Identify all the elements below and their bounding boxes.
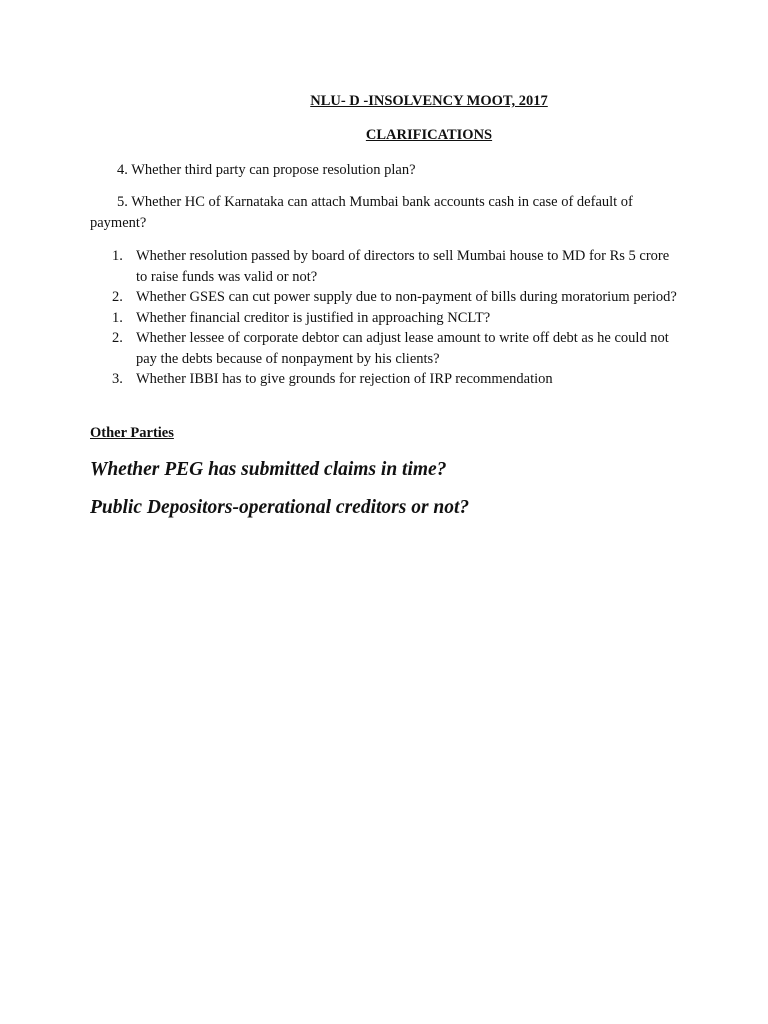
list-item (90, 308, 680, 329)
list-item-text: Whether IBBI has to give grounds for rejection of IRP recommendation (136, 371, 553, 387)
clarification-list (90, 246, 680, 390)
list-item-text: Whether lessee of corporate debtor can adjust lease amount to write off debt as he could not pay the debts because of nonpayment by his clients? (136, 330, 669, 367)
list-item-text: Whether resolution passed by board of directors to sell Mumbai house to MD for Rs 5 crore to raise funds was valid or not? (136, 248, 670, 285)
paragraph-question-4: 4. Whether third party can propose resolution plan? (117, 162, 416, 178)
list-item (90, 369, 680, 390)
list-item-number: 3. (112, 371, 123, 387)
list-item (90, 287, 680, 308)
list-item-text: Whether financial creditor is justified in approaching NCLT? (136, 309, 491, 326)
list-item (90, 328, 680, 369)
document-title: NLU- D -INSOLVENCY MOOT, 2017 (310, 93, 548, 109)
list-item-number: 1. (112, 309, 123, 326)
list-item-text: Whether GSES can cut power supply due to non-payment of bills during moratorium period? (136, 289, 677, 305)
paragraph-question-5: 5. Whether HC of Karnataka can attach Mumbai bank accounts cash in case of default of payment? (90, 194, 633, 231)
list-item (90, 246, 680, 287)
list-item-number: 1. (112, 248, 123, 264)
document-subtitle: CLARIFICATIONS (365, 127, 493, 143)
other-parties-heading: Other Parties (90, 425, 174, 441)
other-question-depositors: Public Depositors-operational creditors or not? (90, 497, 470, 518)
other-question-peg: Whether PEG has submitted claims in time? (90, 459, 447, 480)
list-item-number: 2. (112, 289, 123, 305)
list-item-number: 2. (112, 330, 123, 346)
